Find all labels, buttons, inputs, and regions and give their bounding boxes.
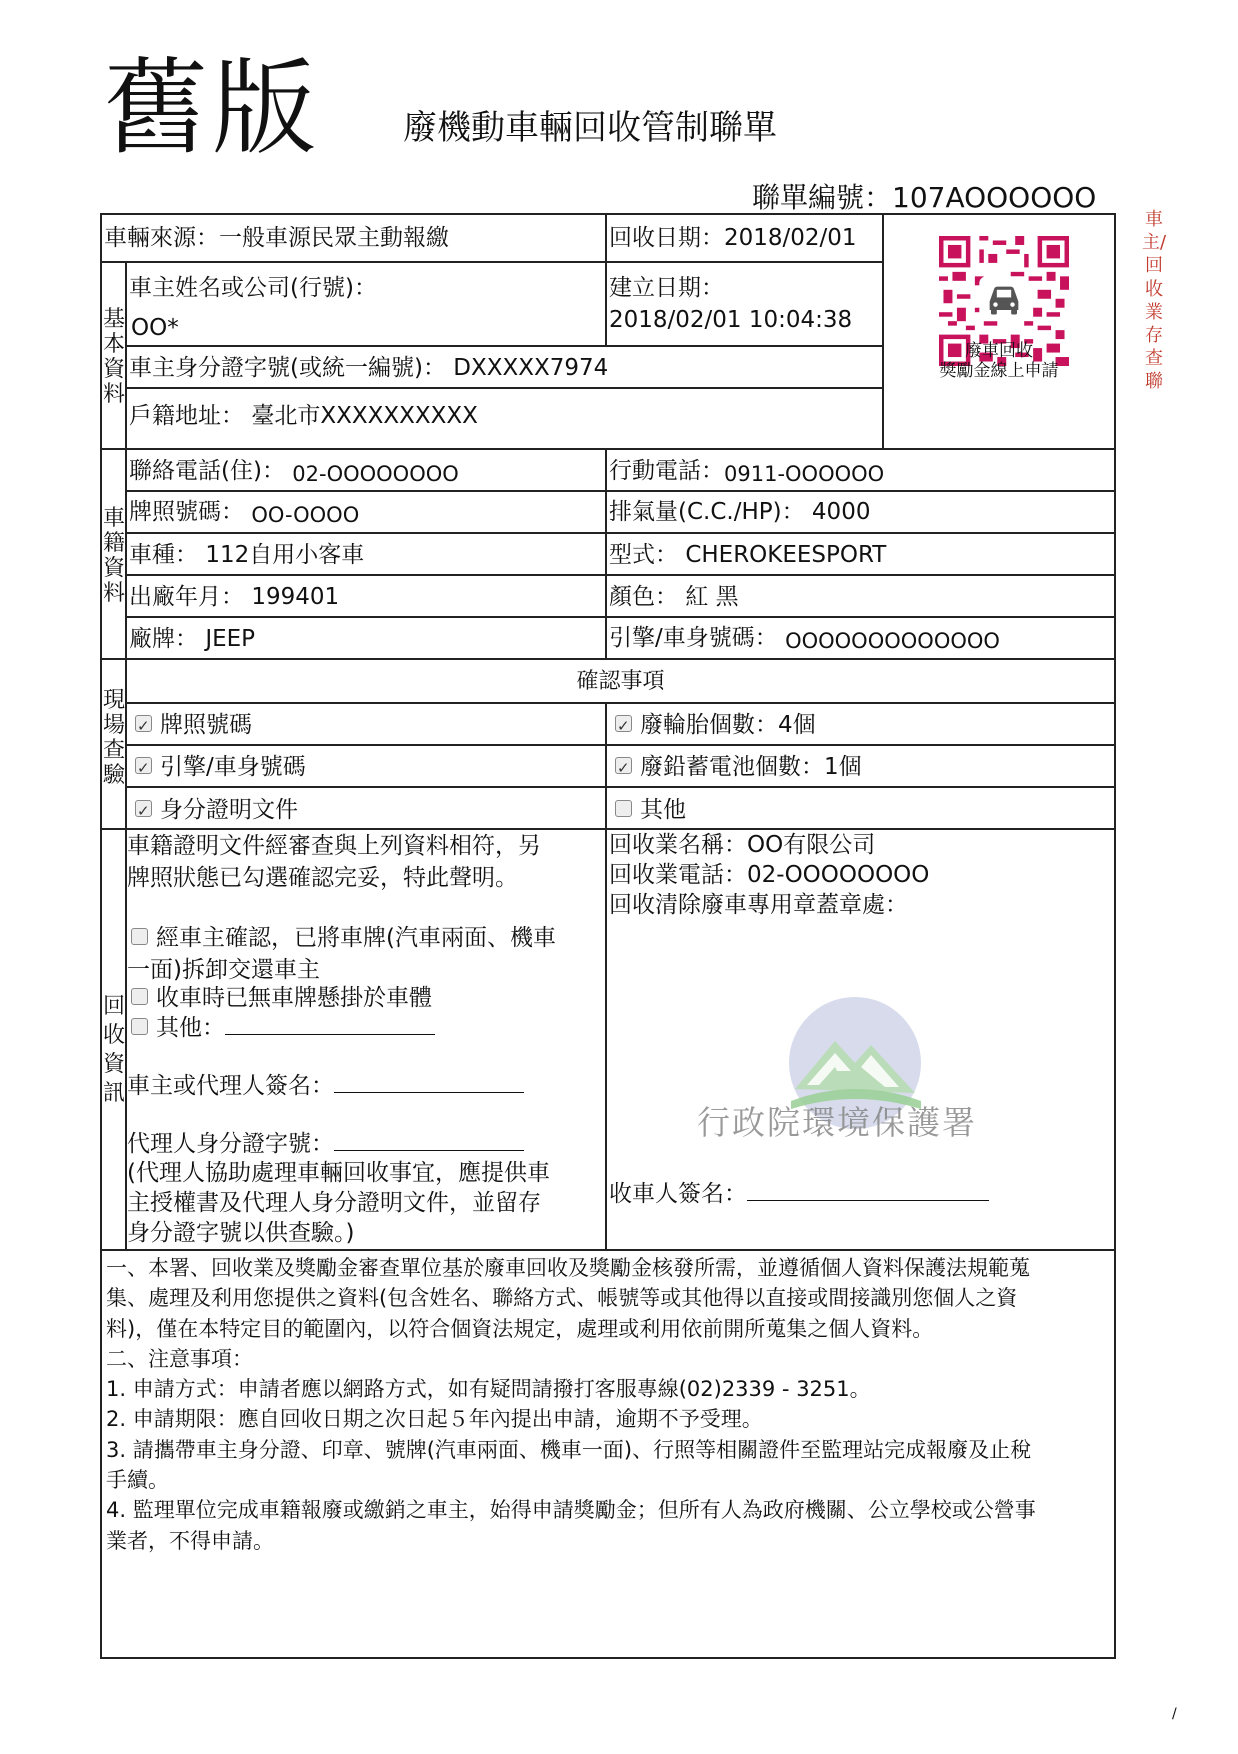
inspect-item-engine: 引擎/車身號碼	[160, 754, 306, 780]
old-version-stamp: 舊版	[104, 47, 321, 169]
agent-note-line2: 主授權書及代理人身分證明文件，並留存	[127, 1190, 541, 1216]
recycler-info	[609, 830, 929, 920]
car-type-value: 112自用小客車	[205, 542, 365, 568]
receiver-signature-label: 收車人簽名：	[609, 1181, 747, 1207]
other-plate-checkbox[interactable]	[131, 1018, 148, 1035]
engine-no-label: 引擎/車身號碼：	[609, 625, 778, 651]
owner-id-label: 車主身分證字號(或統一編號)：	[129, 355, 446, 381]
receiver-signature-row	[609, 1178, 989, 1210]
qr-caption-line1: 廢車回收	[965, 341, 1033, 361]
note-line: 一、本署、回收業及獎勵金審查單位基於廢車回收及獎勵金核發所需，並遵循個人資料保護法規範蒐	[106, 1256, 1030, 1280]
statement-line2: 牌照狀態已勾選確認完妥，特此聲明。	[127, 865, 518, 891]
vehicle-source-cell	[100, 213, 607, 263]
cc-value: 4000	[811, 499, 871, 525]
address-cell	[125, 387, 884, 450]
plate-checkbox[interactable]	[135, 715, 152, 732]
no-plate-checkbox[interactable]	[131, 988, 148, 1005]
model-value: CHEROKEESPORT	[685, 542, 887, 568]
qr-caption-line2: 獎勵金線上申請	[939, 361, 1059, 381]
agent-id-label: 代理人身分證字號：	[127, 1131, 334, 1157]
inspect-header: 確認事項	[576, 669, 665, 694]
recycle-date: 回收日期：2018/02/01	[609, 225, 857, 251]
inspect-item-other: 其他	[640, 797, 686, 823]
plate-option-3	[131, 1012, 435, 1044]
inspect-header-cell	[125, 658, 1116, 704]
recycle-section-label-cell	[100, 828, 127, 1251]
color-cell	[605, 574, 1116, 618]
model-label: 型式：	[609, 542, 678, 568]
note-line: 2. 申請期限：應自回收日期之次日起５年內提出申請，逾期不予受理。	[106, 1407, 763, 1432]
note-line: 1. 申請方式：申請者應以網路方式，如有疑問請撥打客服專線(02)2339 - 3251。	[106, 1377, 871, 1402]
made-date-value: 199401	[251, 584, 340, 610]
seal-area-label: 回收清除廢車專用章蓋章處：	[609, 892, 908, 918]
inspect-item-battery: 廢鉛蓄電池個數：1個	[640, 754, 862, 780]
vehicle-source: 車輛來源：一般車源民眾主動報繳	[104, 225, 449, 251]
page-footer-mark: /	[1172, 1706, 1177, 1722]
option2: 收車時已無車牌懸掛於車體	[156, 985, 432, 1011]
created-value: 2018/02/01 10:04:38	[609, 307, 853, 333]
mobile-label: 行動電話：	[609, 458, 724, 484]
plate-value: OO-OOOO	[251, 503, 360, 527]
address-value: 臺北市XXXXXXXXXX	[251, 403, 478, 429]
home-phone-label: 聯絡電話(住)：	[129, 458, 285, 484]
brand-value: JEEP	[205, 626, 256, 652]
recycle-date-cell	[605, 213, 884, 263]
owner-id-value: DXXXXX7974	[453, 355, 609, 381]
inspect-item-tires: 廢輪胎個數：4個	[640, 712, 816, 738]
inspect-item-plate: 牌照號碼	[160, 712, 252, 738]
vehicle-section-label: 車籍資料	[102, 506, 125, 606]
agent-id-line[interactable]	[334, 1128, 524, 1151]
receiver-signature-line[interactable]	[747, 1178, 989, 1201]
brand-cell	[125, 616, 607, 660]
plate-option-1	[127, 922, 556, 986]
note-line: 集、處理及利用您提供之資料(包含姓名、聯絡方式、帳號等或其他得以直接或間接識別您個人之資	[106, 1286, 1018, 1311]
plate-returned-checkbox[interactable]	[131, 928, 148, 945]
owner-signature-label: 車主或代理人簽名：	[127, 1073, 334, 1099]
other-blank-line[interactable]	[225, 1012, 435, 1035]
inspect-item-id-doc: 身分證明文件	[160, 797, 298, 823]
mobile-cell	[605, 448, 1116, 492]
recycle-statement	[127, 830, 541, 894]
car-type-cell	[125, 532, 607, 576]
watermark-text: 行政院環境保護署	[697, 1103, 977, 1142]
note-line: 二、注意事項：	[106, 1346, 253, 1371]
other-checkbox[interactable]	[615, 800, 632, 817]
notes	[102, 1251, 1114, 1558]
form-number: 聯單編號：107AOOOOOO	[752, 181, 1097, 214]
inspect-item-cell	[125, 744, 607, 788]
option1-line2: 一面)拆卸交還車主	[127, 957, 320, 983]
home-phone-value: 02-OOOOOOOO	[292, 462, 459, 486]
note-line: 4. 監理單位完成車籍報廢或繳銷之車主，始得申請獎勵金；但所有人為政府機關、公立學校或公營事	[106, 1498, 1036, 1523]
color-label: 顏色：	[609, 584, 678, 610]
tire-checkbox[interactable]	[615, 715, 632, 732]
owner-signature-line[interactable]	[334, 1070, 524, 1093]
inspect-item-cell	[605, 744, 1116, 788]
plate-cell	[125, 490, 607, 534]
plate-label: 牌照號碼：	[129, 499, 244, 525]
owner-name-cell	[125, 261, 607, 347]
vehicle-section-label-cell	[100, 448, 127, 660]
brand-label: 廠牌：	[129, 626, 198, 652]
mobile-value: 0911-OOOOOO	[724, 462, 885, 486]
id-doc-checkbox[interactable]	[135, 800, 152, 817]
note-line: 料)，僅在本特定目的範圍內，以符合個資法規定，處理或利用依前開所蒐集之個人資料。	[106, 1316, 934, 1341]
inspect-item-cell	[605, 786, 1116, 830]
recycle-left-cell	[125, 828, 607, 1251]
car-type-label: 車種：	[129, 542, 198, 568]
inspect-item-cell	[605, 702, 1116, 746]
recycle-section-label: 回收資訊	[102, 994, 125, 1106]
basic-section-label-cell	[100, 261, 127, 450]
created-label: 建立日期：	[609, 275, 724, 301]
owner-signature-row	[127, 1070, 524, 1102]
color-value: 紅 黑	[685, 584, 739, 610]
note-line: 3. 請攜帶車主身分證、印章、號牌(汽車兩面、機車一面)、行照等相關證件至監理站完成報廢及止稅	[106, 1437, 1032, 1462]
qr-caption	[919, 341, 1079, 381]
agent-note-line3: 身分證字號以供查驗。)	[127, 1220, 355, 1246]
owner-name-label: 車主姓名或公司(行號)：	[129, 275, 377, 301]
form-title: 廢機動車輛回收管制聯單	[403, 108, 777, 148]
inspect-section-label: 現場查驗	[102, 688, 125, 788]
notes-cell	[100, 1249, 1116, 1659]
engine-no-value: OOOOOOOOOOOOO	[785, 629, 1000, 653]
inspect-item-cell	[125, 702, 607, 746]
recycler-phone: 回收業電話：02-OOOOOOOO	[609, 862, 930, 888]
owner-id-cell	[125, 345, 884, 389]
home-phone-cell	[125, 448, 607, 492]
agent-note-line1: (代理人協助處理車輛回收事宜，應提供車	[127, 1160, 550, 1186]
address-label: 戶籍地址：	[129, 403, 244, 429]
inspect-item-cell	[125, 786, 607, 830]
cc-cell	[605, 490, 1116, 534]
owner-name-value: OO*	[131, 315, 179, 341]
statement-line1: 車籍證明文件經審查與上列資料相符，另	[127, 833, 541, 859]
made-date-label: 出廠年月：	[129, 584, 244, 610]
recycler-name: 回收業名稱：OO有限公司	[609, 832, 876, 858]
plate-option-2	[131, 982, 432, 1014]
created-date-cell	[605, 261, 884, 347]
note-line: 業者，不得申請。	[106, 1528, 274, 1553]
qr-cell	[882, 213, 1116, 450]
engine-no-cell	[605, 616, 1116, 660]
agent-note	[127, 1158, 550, 1248]
agent-id-row	[127, 1128, 524, 1160]
cc-label: 排氣量(C.C./HP)：	[609, 499, 805, 525]
option1-line1: 經車主確認，已將車牌(汽車兩面、機車	[156, 925, 556, 951]
battery-checkbox[interactable]	[615, 757, 632, 774]
engine-checkbox[interactable]	[135, 757, 152, 774]
copy-label: 車主/回收業存查聯	[1142, 209, 1167, 393]
basic-section-label: 基本資料	[102, 307, 125, 407]
inspect-section-label-cell	[100, 658, 127, 830]
model-cell	[605, 532, 1116, 576]
option3: 其他：	[156, 1015, 225, 1041]
made-date-cell	[125, 574, 607, 618]
note-line: 手續。	[106, 1468, 169, 1493]
recycle-form	[100, 213, 1116, 1659]
